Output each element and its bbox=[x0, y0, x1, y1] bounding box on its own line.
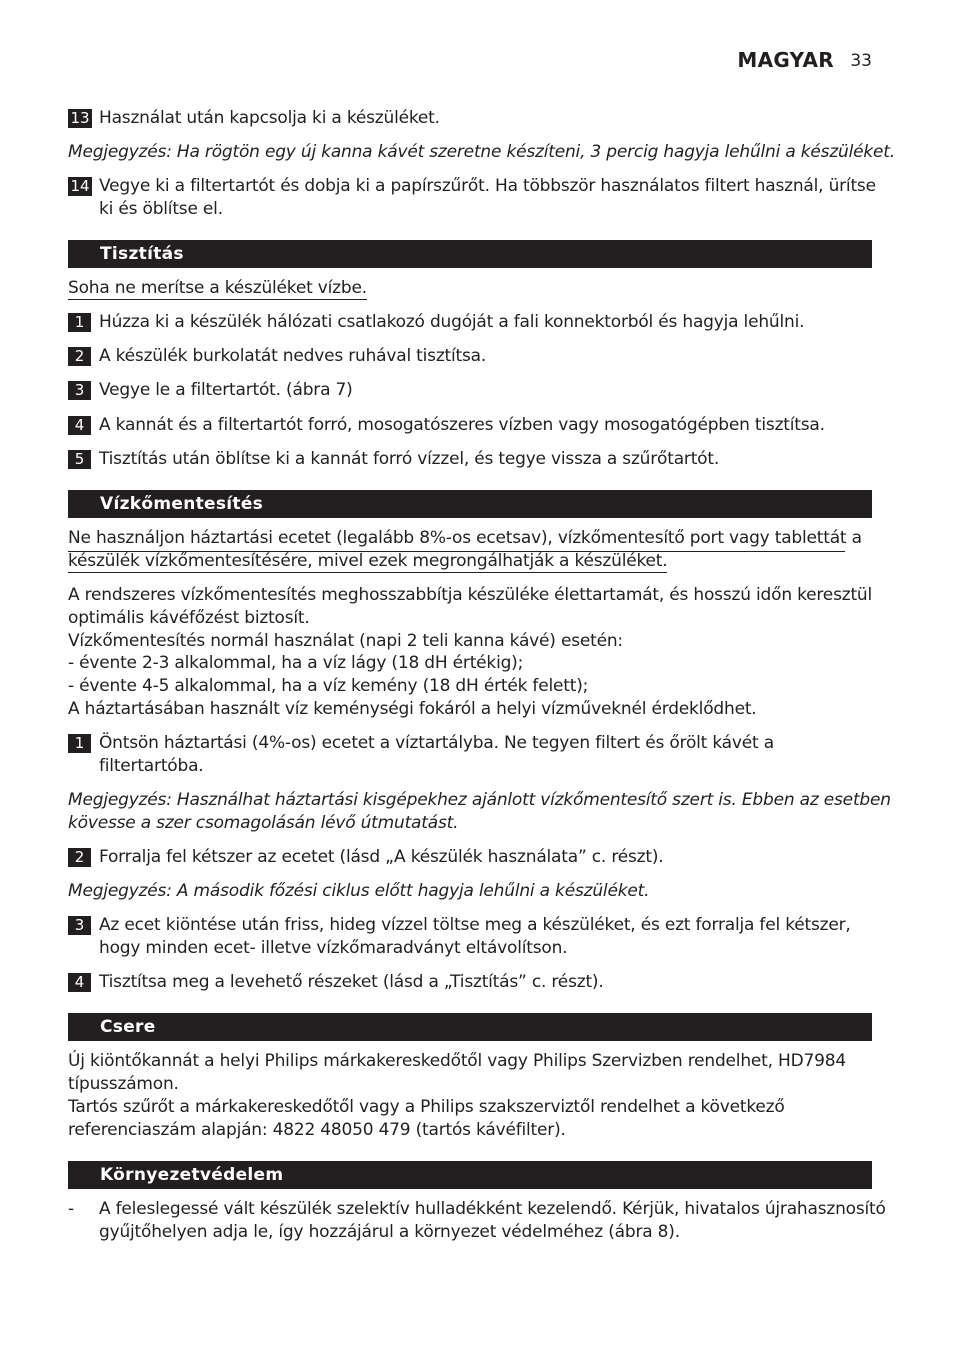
step-text-line: Vegye ki a filtertartót és dobja ki a papírszűrőt. Ha többször használatos filtert használ, ürítse bbox=[99, 176, 876, 196]
note: Megjegyzés: A második főzési ciklus előtt hagyja lehűlni a készüléket. bbox=[68, 881, 650, 901]
step-number: 2 bbox=[68, 848, 91, 867]
step-text: Forralja fel kétszer az ecetet (lásd „A készülék használata” c. részt). bbox=[99, 847, 664, 867]
body-text-line: A háztartásában használt víz keménységi fokáról a helyi vízműveknél érdeklődhet. bbox=[68, 699, 757, 719]
step-text: Tisztítás után öblítse ki a kannát forró vízzel, és tegye vissza a szűrőtartót. bbox=[99, 449, 720, 469]
section-heading-environment: Környezetvédelem bbox=[68, 1161, 872, 1189]
warning bbox=[68, 277, 872, 300]
section-language-header: MAGYAR bbox=[737, 48, 834, 72]
note-line: kövesse a szer csomagolásán lévő útmutatást. bbox=[68, 813, 459, 833]
step-text-line: Öntsön háztartási (4%-os) ecetet a víztartályba. Ne tegyen filtert és őrölt kávét a bbox=[99, 733, 774, 753]
step-number: 13 bbox=[68, 109, 92, 128]
section-heading-descaling: Vízkőmentesítés bbox=[68, 490, 872, 518]
step-number: 2 bbox=[68, 347, 91, 366]
body-text-line: - évente 4-5 alkalommal, ha a víz kemény (18 dH érték felett); bbox=[68, 676, 589, 696]
step-number: 1 bbox=[68, 313, 91, 332]
step-number: 14 bbox=[68, 177, 92, 196]
body-text-line: típusszámon. bbox=[68, 1074, 179, 1094]
step-number: 5 bbox=[68, 450, 91, 469]
step-number: 3 bbox=[68, 381, 91, 400]
body-text-line: A feleslegessé vált készülék szelektív hulladékként kezelendő. Kérjük, hivatalos újrahasznosító bbox=[99, 1199, 886, 1219]
step-text: Tisztítsa meg a levehető részeket (lásd a „Tisztítás” c. részt). bbox=[99, 972, 604, 992]
section-heading-replacement: Csere bbox=[68, 1013, 872, 1041]
page-number: 33 bbox=[850, 51, 872, 71]
warning-text: Ne használjon háztartási ecetet (legalább 8%-os ecetsav), vízkőmentesítő port vagy tablettát a bbox=[68, 527, 845, 552]
body-text-line: referenciaszám alapján: 4822 48050 479 (tartós kávéfilter). bbox=[68, 1120, 566, 1140]
body-text-line: Vízkőmentesítés normál használat (napi 2 teli kanna kávé) esetén: bbox=[68, 631, 623, 651]
body-text-line: Tartós szűrőt a márkakereskedőtől vagy a Philips szakszerviztől rendelhet a következő bbox=[68, 1097, 785, 1117]
warning-text: Soha ne merítse a készüléket vízbe. bbox=[68, 278, 367, 298]
body-text-line: optimális kávéfőzést biztosít. bbox=[68, 608, 310, 628]
step-text: Húzza ki a készülék hálózati csatlakozó dugóját a fali konnektorból és hagyja lehűlni. bbox=[99, 312, 805, 332]
step-text: Vegye le a filtertartót. (ábra 7) bbox=[99, 380, 353, 400]
step-text: A kannát és a filtertartót forró, mosogatószeres vízben vagy mosogatógépben tisztítsa. bbox=[99, 415, 825, 435]
note: Megjegyzés: Ha rögtön egy új kanna kávét szeretne készíteni, 3 percig hagyja lehűlni a készüléket. bbox=[68, 142, 895, 162]
step-text-line: hogy minden ecet- illetve vízkőmaradványt eltávolítson. bbox=[99, 938, 568, 958]
note-line: Megjegyzés: Használhat háztartási kisgépekhez ajánlott vízkőmentesítő szert is. Ebben az esetben bbox=[68, 790, 891, 810]
step-number: 3 bbox=[68, 916, 91, 935]
section-heading-cleaning: Tisztítás bbox=[68, 240, 872, 268]
bullet-dash: - bbox=[68, 1199, 75, 1219]
warning-text: készülék vízkőmentesítésére, mivel ezek megrongálhatják a készüléket. bbox=[68, 551, 668, 571]
body-text-line: - évente 2-3 alkalommal, ha a víz lágy (18 dH értékig); bbox=[68, 653, 524, 673]
step-number: 1 bbox=[68, 734, 91, 753]
step-number: 4 bbox=[68, 973, 91, 992]
step-text-line: Az ecet kiöntése után friss, hideg vízzel töltse meg a készüléket, és ezt forralja fel kétszer, bbox=[99, 915, 851, 935]
step-text-line: filtertartóba. bbox=[99, 756, 204, 776]
step-number: 4 bbox=[68, 416, 91, 435]
warning-line bbox=[68, 527, 872, 552]
body-text-line: gyűjtőhelyen adja le, így hozzájárul a környezet védelméhez (ábra 8). bbox=[99, 1222, 680, 1242]
body-text-line: A rendszeres vízkőmentesítés meghosszabbítja készüléke élettartamát, és hosszú időn keresztül bbox=[68, 585, 873, 605]
body-text-line: Új kiöntőkannát a helyi Philips márkakereskedőtől vagy Philips Szervizben rendelhet, HD7984 bbox=[68, 1051, 846, 1071]
step-text: Használat után kapcsolja ki a készüléket. bbox=[99, 108, 440, 128]
warning-line bbox=[68, 550, 872, 573]
step-text-line: ki és öblítse el. bbox=[99, 199, 223, 219]
step-text: A készülék burkolatát nedves ruhával tisztítsa. bbox=[99, 346, 487, 366]
